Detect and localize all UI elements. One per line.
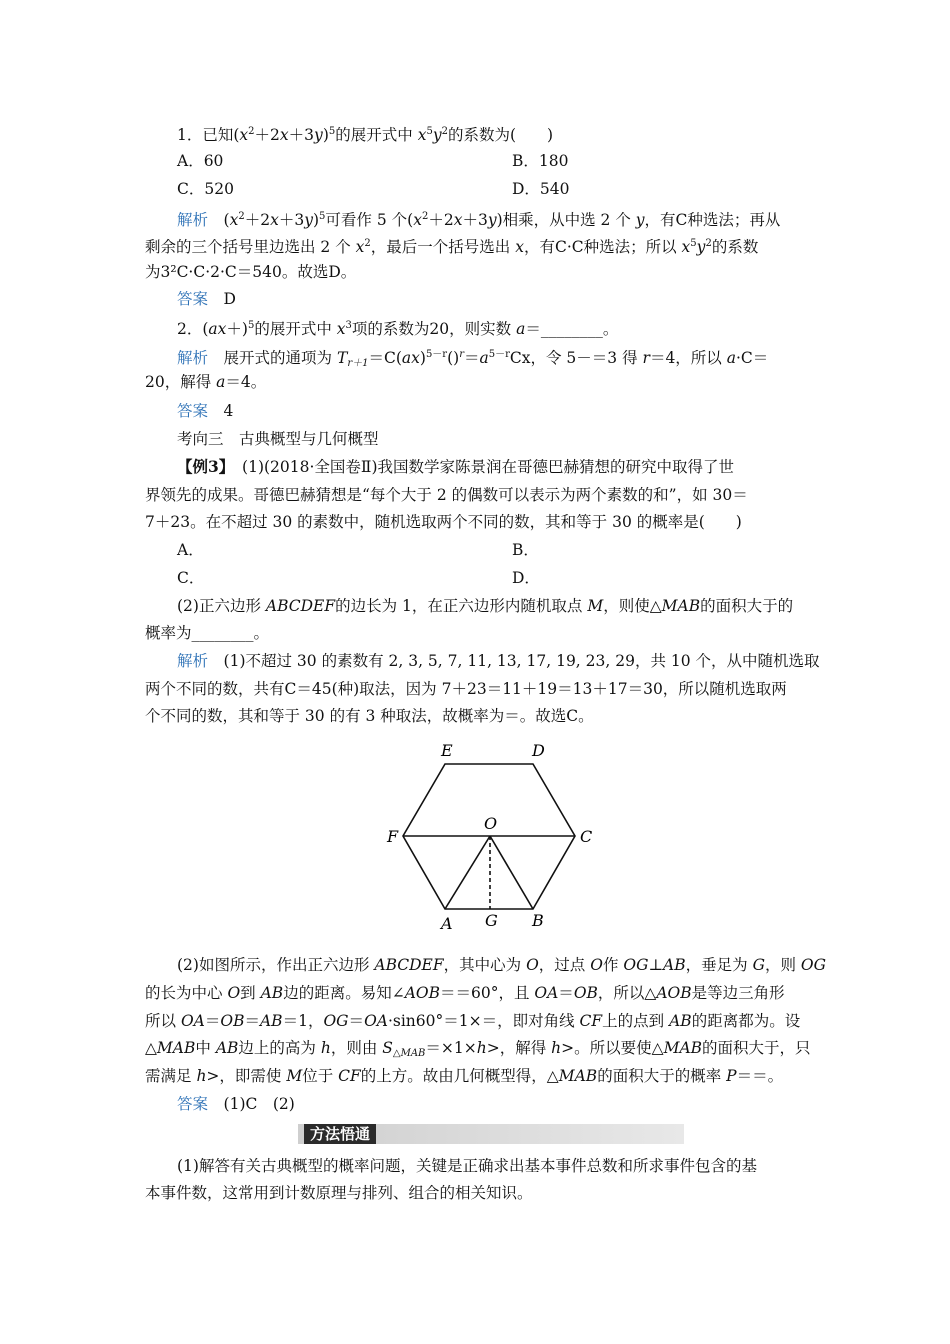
method-header-bar [298,1124,684,1144]
method-header-label: 方法悟通 [304,1124,376,1144]
solution-3b-line-5: 需满足 h>，即需使 M位于 CF的上方。故由几何概型得，△MAB的面积大于的概率 P＝＝。 [145,1067,784,1085]
hexagon-figure [385,736,605,936]
label-b: B [532,911,544,930]
label-g: G [485,911,498,930]
example-3-option-b: B． [512,541,539,559]
solution-3-line-1: 解析 (1)不超过 30 的素数有 2, 3, 5, 7, 11, 13, 17, 19, 23, 29，共 10 个，从中随机选取 [177,652,820,670]
question-1-option-b: B．180 [512,152,569,170]
solution-2-line-1: 解析 展开式的通项为 $T_{r+1}=C(ax)^{5-r}()^r=a^{5-r}Cx$，令 5－＝3 得 r＝4，所以 a·C＝ [177,349,769,369]
solution-1-line-3: 为3²C·C·2·C＝540。故选D。 [145,263,357,281]
example-3-line-1: 【例3】 (1)(2018·全国卷Ⅱ)我国数学家陈景润在哥德巴赫猜想的研究中取得了世 [177,457,735,476]
label-d: D [532,741,545,760]
solution-3b-line-4: △MAB中 AB边上的高为 h，则由 $S_{\triangle MAB}=\times 1\times h>$，解得 h>。所以要使△MAB的面积大于，只 [145,1039,811,1059]
question-1-option-c: C．520 [177,180,234,198]
label-e: E [441,741,453,760]
solution-3-line-3: 个不同的数，其和等于 30 的有 3 种取法，故概率为＝。故选C。 [145,707,594,725]
solution-3-line-2: 两个不同的数，共有C＝45(种)取法，因为 7＋23＝11＋19＝13＋17＝30，所以随机选取两 [145,680,787,698]
example-3-option-c: C． [177,569,205,587]
question-2-stem: 2．$(ax+)^5$的展开式中 $x^3$项的系数为20，则实数 a＝________。 [177,320,619,338]
solution-1-line-1: 解析 $(x^2+2x+3y)^5$可看作 5 个$(x^2+2x+3y)$相乘，从中选 2 个 y，有C种选法；再从 [177,211,781,229]
section-heading: 考向三 古典概型与几何概型 [177,430,379,448]
label-c: C [580,827,593,846]
solution-3b-line-2: 的长为中心 O到 AB边的距离。易知∠AOB＝＝60°，且 OA＝OB，所以△AOB是等边三角形 [145,984,785,1002]
label-a: A [441,914,453,933]
question-1-option-a: A．60 [177,152,224,170]
method-line-1: (1)解答有关古典概型的概率问题，关键是正确求出基本事件总数和所求事件包含的基 [177,1157,757,1175]
example-3-option-d: D． [512,569,540,587]
solution-2-line-2: 20，解得 a＝4。 [145,373,267,391]
example-3-part-2-line-1: (2)正六边形 ABCDEF的边长为 1，在正六边形内随机取点 M，则使△MAB的面积大于的 [177,597,794,615]
segment-oa [445,836,490,909]
question-1-stem: 1．已知$(x^2+2x+3y)^5$的展开式中 $x^5y^2$的系数为( ) [177,126,554,144]
answer-2: 答案 4 [177,402,234,420]
method-line-2: 本事件数，这常用到计数原理与排列、组合的相关知识。 [145,1184,533,1202]
answer-1: 答案 D [177,290,236,308]
example-3-line-3: 7＋23。在不超过 30 的素数中，随机选取两个不同的数，其和等于 30 的概率是( ) [145,513,742,531]
label-o: O [484,814,498,833]
solution-3b-line-3: 所以 OA＝OB＝AB＝1，OG＝OA·sin60°＝1×＝，即对角线 CF上的点到 AB的距离都为。设 [145,1012,801,1030]
example-3-option-a: A． [177,541,204,559]
solution-3b-line-1: (2)如图所示，作出正六边形 ABCDEF，其中心为 O，过点 O作 OG⊥AB，垂足为 G，则 OG [177,956,826,974]
example-3-part-2-line-2: 概率为________。 [145,624,270,642]
segment-ob [490,836,533,909]
example-3-line-2: 界领先的成果。哥德巴赫猜想是“每个大于 2 的偶数可以表示为两个素数的和”，如 30＝ [145,486,748,504]
solution-1-line-2: 剩余的三个括号里边选出 2 个 $x^2$，最后一个括号选出 x，有C·C种选法；所以 $x^5y^2$的系数 [145,238,759,256]
answer-3: 答案 (1)C (2) [177,1095,295,1113]
label-f: F [387,827,399,846]
question-1-option-d: D．540 [512,180,570,198]
